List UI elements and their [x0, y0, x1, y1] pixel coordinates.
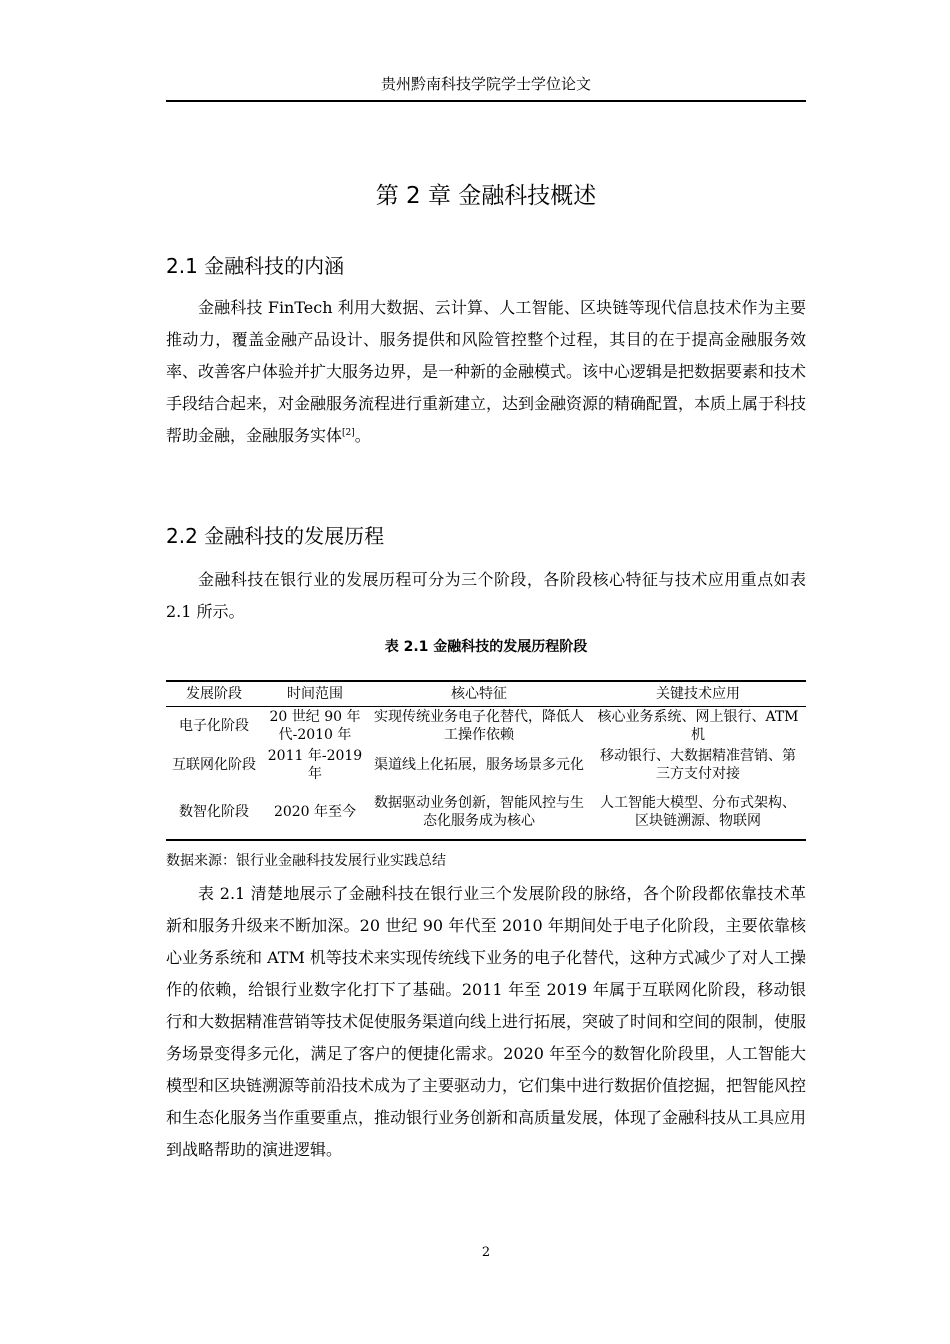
section-2-2-intro-paragraph: 金融科技在银行业的发展历程可分为三个阶段，各阶段核心特征与技术应用重点如表 2.1 所示。 [166, 570, 806, 621]
table-cell: 人工智能大模型、分布式架构、区块链溯源、物联网 [590, 785, 806, 840]
table-row [166, 785, 806, 840]
table-caption: 表 2.1 金融科技的发展历程阶段 [384, 639, 588, 655]
paragraph-end: 。 [354, 426, 371, 445]
table-cell: 互联网化阶段 [172, 757, 256, 773]
stages-table [166, 680, 806, 841]
paragraph-text: 金融科技 FinTech 利用大数据、云计算、人工智能、区块链等现代信息技术作为主要推动力，覆盖金融产品设计、服务提供和风险管控整个过程，其目的在于提高金融服务效率、改善客户体验并扩大服务边界，是一种新的金融模式。该中心逻辑是把数据要素和技术手段结合起来，对金融服务流程进行重新建立，达到金融资源的精确配置，本质上属于科技帮助金融，金融服务实体 [166, 298, 807, 445]
table-cell: 数据驱动业务创新，智能风控与生态化服务成为核心 [368, 785, 590, 840]
table-header-cell: 时间范围 [262, 681, 368, 707]
table-cell: 渠道线上化拓展，服务场景多元化 [374, 757, 584, 773]
table-cell: 20 世纪 90 年代-2010 年 [269, 709, 361, 743]
section-title-2-1: 2.1 金融科技的内涵 [166, 254, 345, 278]
chapter-title: 第 2 章 金融科技概述 [375, 183, 597, 209]
table-cell: 移动银行、大数据精准营销、第三方支付对接 [600, 748, 796, 782]
table-header-cell: 发展阶段 [166, 681, 262, 707]
table-header-cell: 核心特征 [368, 681, 590, 707]
table-row [166, 707, 806, 746]
table-row [166, 745, 806, 785]
table-data-source: 数据来源：银行业金融科技发展行业实践总结 [166, 853, 446, 869]
stages-table-container [166, 680, 806, 841]
section-2-1-paragraph [166, 292, 806, 452]
running-header: 贵州黔南科技学院学士学位论文 [380, 75, 591, 93]
table-cell: 2020 年至今 [262, 785, 368, 840]
page-number: 2 [481, 1245, 491, 1260]
citation-mark[interactable]: [2] [342, 428, 355, 438]
table-cell: 数智化阶段 [166, 785, 262, 840]
table-header-cell: 关键技术应用 [590, 681, 806, 707]
table-cell: 核心业务系统、网上银行、ATM 机 [597, 709, 799, 743]
section-title-2-2: 2.2 金融科技的发展历程 [166, 524, 385, 548]
section-2-2-analysis-paragraph: 表 2.1 清楚地展示了金融科技在银行业三个发展阶段的脉络，各个阶段都依靠技术革新和服务升级来不断加深。20 世纪 90 年代至 2010 年期间处于电子化阶段，主要依靠核心业务系统和 ATM 机等技术来实现传统线下业务的电子化替代，这种方式减少了对人工操作的依赖，给银行业数字化打下了基础。2011 年至 2019 年属于互联网化阶段，移动银行和大数据精准营销等技术促使服务渠道向线上进行拓展，突破了时间和空间的限制，使服务场景变得多元化，满足了客户的便捷化需求。2020 年至今的数智化阶段里，人工智能大模型和区块链溯源等前沿技术成为了主要驱动力，它们集中进行数据价值挖掘，把智能风控和生态化服务当作重要重点，推动银行业务创新和高质量发展，体现了金融科技从工具应用到战略帮助的演进逻辑。 [166, 884, 807, 1159]
header-rule [166, 100, 806, 102]
table-cell: 电子化阶段 [179, 718, 249, 734]
table-cell: 2011 年-2019 年 [267, 748, 363, 782]
table-header-row [166, 681, 806, 707]
table-cell: 实现传统业务电子化替代，降低人工操作依赖 [374, 709, 584, 743]
